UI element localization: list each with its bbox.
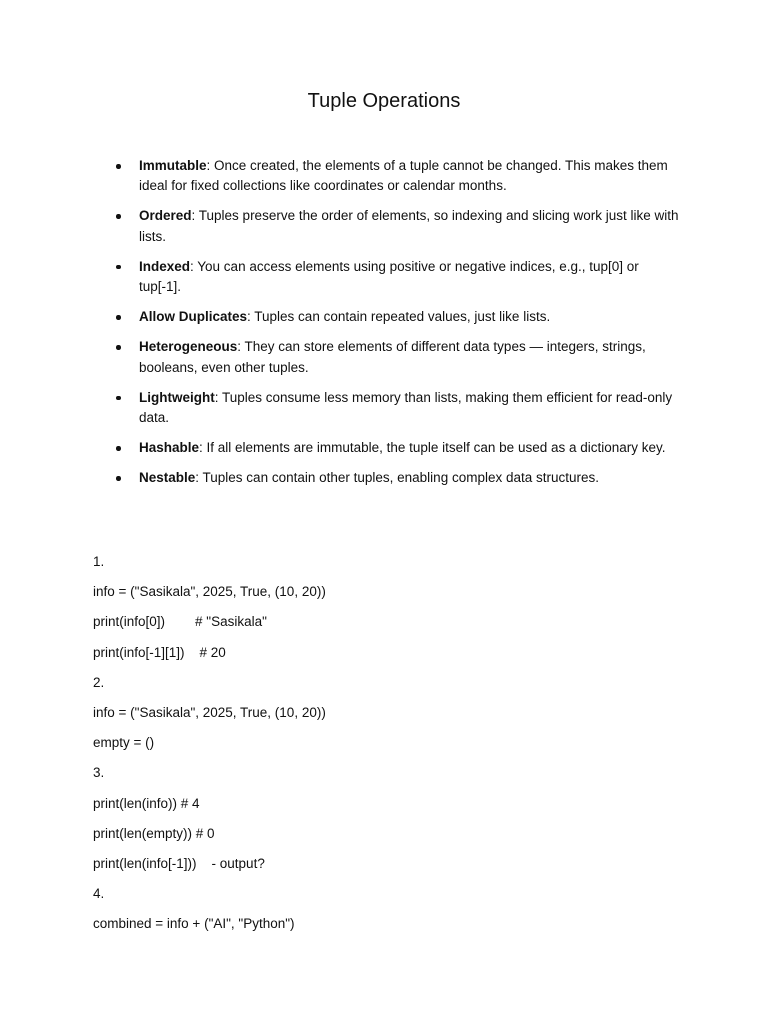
term-label: Hashable [139, 440, 200, 456]
code-line: 3. [93, 765, 105, 781]
term-label: Nestable [139, 470, 196, 486]
code-line: combined = info + ("AI", "Python") [93, 916, 295, 932]
list-item [110, 388, 680, 428]
term-description: : Tuples preserve the order of elements, so indexing and slicing work just like with lists. [139, 208, 679, 244]
bullet-icon [116, 476, 121, 481]
term-description: : Tuples consume less memory than lists, making them efficient for read-only data. [139, 389, 673, 426]
bullet-icon [116, 164, 121, 169]
bullet-icon [116, 315, 121, 320]
code-line: print(info[-1][1]) # 20 [93, 644, 226, 660]
code-examples [93, 552, 693, 944]
code-line: 2. [93, 674, 105, 690]
list-item [110, 156, 680, 196]
term-label: Lightweight [139, 389, 215, 405]
term-description: : They can store elements of different data types — integers, strings, booleans, even other tuples. [139, 339, 646, 375]
code-line: print(len(info[-1])) - output? [93, 855, 265, 871]
bullet-icon [116, 446, 121, 451]
term-label: Allow Duplicates [139, 309, 248, 325]
list-item [110, 206, 680, 246]
term-description: : Once created, the elements of a tuple cannot be changed. This makes them ideal for fixed collections like coordinates or calendar months. [139, 158, 668, 194]
bullet-icon [116, 214, 121, 219]
bullet-icon [116, 345, 121, 350]
list-item [110, 307, 680, 327]
term-description: : You can access elements using positive or negative indices, e.g., tup[0] or tup[-1]. [139, 258, 639, 295]
code-line: 4. [93, 886, 105, 902]
list-item [110, 438, 680, 458]
bullet-icon [116, 265, 121, 270]
bullet-icon [116, 396, 121, 401]
page-title: Tuple Operations [307, 90, 461, 112]
term-label: Ordered [139, 208, 192, 224]
tuple-properties-list [110, 156, 680, 499]
list-item [110, 468, 680, 488]
term-description: : Tuples can contain repeated values, just like lists. [247, 309, 551, 325]
term-label: Immutable [139, 158, 207, 173]
code-line: empty = () [93, 735, 155, 751]
term-description: : If all elements are immutable, the tuple itself can be used as a dictionary key. [199, 440, 666, 456]
code-line: 1. [93, 554, 105, 569]
code-line: info = ("Sasikala", 2025, True, (10, 20)) [93, 584, 326, 600]
term-label: Indexed [139, 258, 191, 274]
code-line: print(info[0]) # "Sasikala" [93, 614, 267, 630]
term-description: : Tuples can contain other tuples, enabling complex data structures. [195, 470, 600, 486]
code-line: info = ("Sasikala", 2025, True, (10, 20)) [93, 704, 326, 720]
term-label: Heterogeneous [139, 339, 238, 355]
code-line: print(len(empty)) # 0 [93, 825, 215, 841]
list-item [110, 337, 680, 377]
list-item [110, 257, 680, 297]
code-line: print(len(info)) # 4 [93, 795, 200, 811]
